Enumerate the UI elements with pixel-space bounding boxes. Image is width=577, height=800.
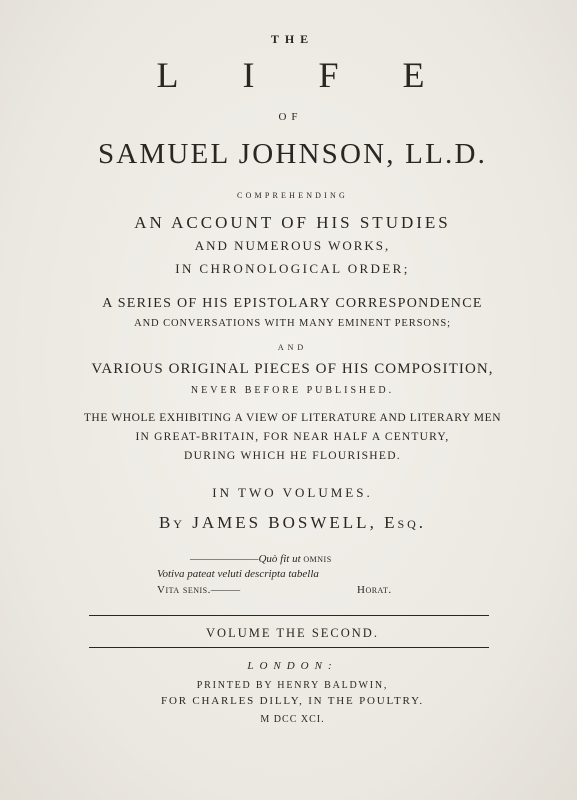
motto-line-3 <box>157 584 240 596</box>
author-line <box>4 513 577 533</box>
chronological-line: IN CHRONOLOGICAL ORDER; <box>175 261 410 276</box>
title-life: LIFE <box>156 55 489 95</box>
motto-attribution <box>357 584 392 596</box>
during-line: DURING WHICH HE FLOURISHED. <box>184 450 401 462</box>
never-published-line: NEVER BEFORE PUBLISHED. <box>190 385 395 396</box>
conversations-line: AND CONVERSATIONS WITH MANY EMINENT PERSONS; <box>134 318 451 329</box>
subject-name: SAMUEL JOHNSON, LL.D. <box>97 138 488 170</box>
imprint-year: M DCC XCI. <box>260 714 325 725</box>
whole-exhibiting-line: THE WHOLE EXHIBITING A VIEW OF LITERATURE AND LITERARY MEN <box>83 412 502 424</box>
horat-label: Horat. <box>357 584 392 596</box>
divider-bottom <box>89 647 489 648</box>
motto-line-2: Votiva pateat veluti descripta tabella <box>157 568 319 580</box>
account-line: AN ACCOUNT OF HIS STUDIES <box>134 213 451 232</box>
title-of: OF <box>278 111 303 123</box>
title-the: THE <box>270 32 315 46</box>
motto-omnis: omnis <box>303 553 332 565</box>
imprint-publisher: FOR CHARLES DILLY, IN THE POULTRY. <box>161 695 424 707</box>
motto-italic: Quò fit ut <box>258 553 301 565</box>
imprint-city: LONDON: <box>247 660 338 672</box>
author-by: By <box>158 513 185 532</box>
series-line: A SERIES OF HIS EPISTOLARY CORRESPONDENCE <box>102 296 483 311</box>
author-esq: Esq. <box>384 513 427 532</box>
works-line: AND NUMEROUS WORKS, <box>194 238 391 253</box>
great-britain-line: IN GREAT-BRITAIN, FOR NEAR HALF A CENTURY, <box>135 431 450 443</box>
divider-top <box>89 615 489 616</box>
motto-line-1 <box>190 553 332 565</box>
various-line: VARIOUS ORIGINAL PIECES OF HIS COMPOSITION, <box>91 361 494 377</box>
and-line: AND <box>277 343 308 352</box>
imprint-printer: PRINTED BY HENRY BALDWIN, <box>196 680 389 691</box>
motto-vita-senis: Vita senis. <box>157 584 211 596</box>
two-volumes-line: IN TWO VOLUMES. <box>212 485 373 500</box>
author-name: JAMES BOSWELL, <box>192 513 377 532</box>
motto-dash-2: ——— <box>210 584 241 596</box>
comprehending-line: COMPREHENDING <box>237 191 348 200</box>
motto-dash: ——————— <box>190 553 259 565</box>
volume-line: VOLUME THE SECOND. <box>206 626 379 640</box>
